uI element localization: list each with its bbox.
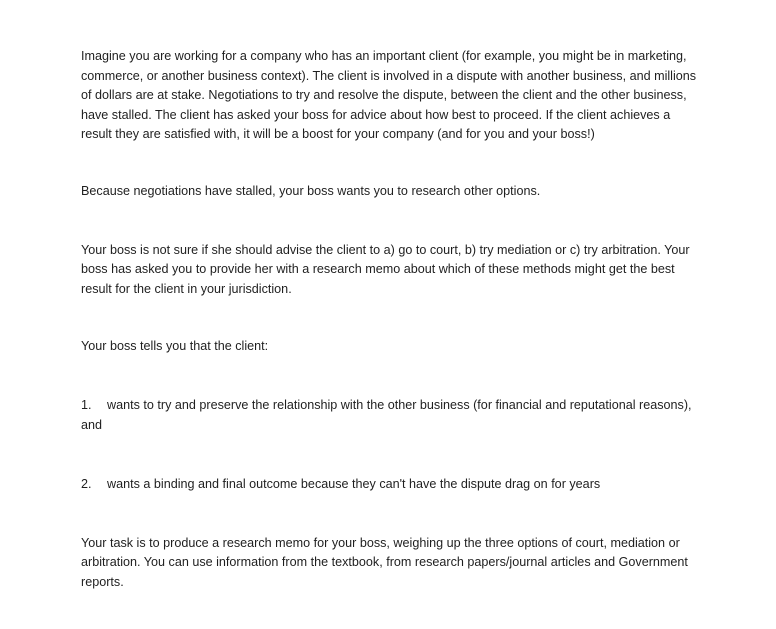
options-paragraph: Your boss is not sure if she should advise the client to a) go to court, b) try mediation or c) try arbitration. Your boss has asked you to provide her with a research memo about which of these methods might get the best result for the client in your jurisdiction. [81,242,690,296]
document-body [81,47,701,593]
client-intro-paragraph: Your boss tells you that the client: [81,339,269,354]
list-text: wants a binding and final outcome because they can't have the dispute drag on for years [107,477,601,492]
list-item [81,475,701,495]
list-number: 1. [81,397,92,412]
list-item [81,396,701,435]
task-paragraph: Your task is to produce a research memo for your boss, weighing up the three options of court, mediation or arbitration. You can use information from the textbook, from research papers/journal articles and Government reports. [81,535,688,589]
intro-paragraph: Imagine you are working for a company who has an important client (for example, you might be in marketing, commerce, or another business context). The client is involved in a dispute with another business, and millions of dollars are at stake. Negotiations to try and resolve the dispute, between the client and the other business, have stalled. The client has asked your boss for advice about how best to proceed. If the client achieves a result they are satisfied with, it will be a boost for your company (and for you and your boss!) [81,49,697,142]
list-text: wants to try and preserve the relationship with the other business (for financial and reputational reasons), and [81,397,692,432]
list-number: 2. [81,477,92,492]
stalled-paragraph: Because negotiations have stalled, your boss wants you to research other options. [81,183,541,198]
